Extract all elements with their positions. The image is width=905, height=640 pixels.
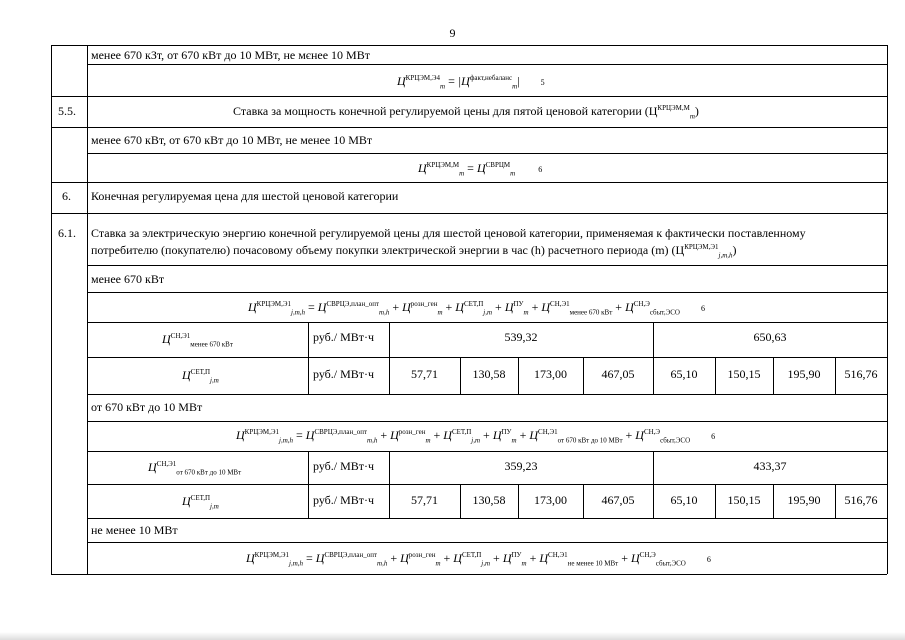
row-divider (87, 542, 887, 543)
unit-label: руб./ МВт·ч (313, 330, 375, 344)
footnote-ref: 5 (540, 78, 545, 87)
section-number: 6.1. (58, 226, 76, 240)
table-cell: 467,05 (601, 367, 635, 381)
table-cell: 130,58 (472, 493, 506, 507)
table-cell: 150,15 (727, 493, 761, 507)
formula-m: $Ц^{КРЦЭМ,М}_m = Ц^{СВРЦМ}_m$ 6 (418, 161, 543, 178)
row-divider (87, 394, 887, 395)
formula-e1: $Ц^{КРЦЭМ,Э1}_{j,m,h} = Ц^{СВРЦЭ,план\_опт}_{m,h} + Ц^{розн\_ген}_m + Ц^{СЕТ,П}_{j,m} + Ц^{ПУ}_m + Ц^{СН,Э1}_{менее 670 кВт} + Ц^{СН,Э}_{сбыт,ЭСО}$ 6 (248, 300, 705, 317)
unit-label: руб./ МВт·ч (313, 459, 375, 473)
unit-label: руб./ МВт·ч (313, 493, 375, 507)
section-number: 6. (62, 189, 71, 203)
section-heading: Конечная регулируемая цена для шестой ценовой категории (91, 189, 399, 203)
section-number: 5.5. (58, 104, 76, 118)
footnote-ref: 6 (711, 432, 716, 441)
applicability-text: менее 670 кЗт, от 670 кВт до 10 МВт, не мєнее 10 МВт (91, 48, 370, 62)
formula-e1: $Ц^{КРЦЭМ,Э1}_{j,m,h} = Ц^{СВРЦЭ,план\_опт}_{m,h} + Ц^{розн\_ген}_m + Ц^{СЕТ,П}_{j,m} + Ц^{ПУ}_m + Ц^{СН,Э1}_{не менее 10 МВт} + Ц^{СН,Э}_{сбыт,ЭСО}$ 6 (246, 551, 711, 568)
applicability-text: менее 670 кВт, от 670 кВт до 10 МВт, не менее 10 МВт (91, 133, 373, 147)
table-cell: 65,10 (670, 493, 698, 507)
footnote-ref: 6 (706, 555, 711, 564)
section-heading: Ставка за мощность конечной регулируемой цены для пятой ценовой категории $(Ц^{КРЦЭМ,М}_m)$ (233, 104, 699, 121)
table-cell: 516,76 (844, 367, 878, 381)
table-cell: 57,71 (411, 367, 438, 381)
symbol-sn-e1: $Ц^{СН,Э1}_{менее 670 кВт}$ (162, 332, 233, 349)
table-cell: 516,76 (844, 493, 878, 507)
table-cell: 195,90 (787, 367, 821, 381)
scan-edge (0, 632, 905, 640)
table-cell: 195,90 (787, 493, 821, 507)
table-cell: 150,15 (727, 367, 761, 381)
table-cell: 130,58 (472, 367, 506, 381)
table-cell: 650,63 (753, 330, 787, 344)
number-column-divider (87, 45, 88, 574)
symbol-set-p: $Ц^{СЕТ,П}_{j,m}$ (182, 368, 219, 385)
table-border-top (51, 45, 887, 46)
row-divider (87, 64, 887, 65)
row-divider (87, 265, 887, 266)
row-divider (51, 182, 887, 183)
formula-e4: $Ц^{КРЦЭМ,Э4}_m = |Ц^{факт,небаланс}_m|$ 5 (397, 74, 545, 91)
row-divider (51, 96, 887, 97)
section-text-line2: потребителю (покупателю) почасовому объему покупки электрической энергии в час (h) расчетного периода (m) $(Ц^{КРЦЭМ,Э1}_{j,m,h})$ (91, 243, 737, 260)
row-divider (87, 292, 887, 293)
group-label: не менее 10 МВт (91, 523, 178, 537)
row-divider (87, 484, 887, 485)
page-number: 9 (449, 26, 456, 40)
table-border-bottom (51, 574, 887, 575)
symbol-set-p: $Ц^{СЕТ,П}_{j,m}$ (182, 494, 219, 511)
table-cell: 359,23 (504, 459, 538, 473)
table-border-right (887, 45, 888, 574)
table-border-left (51, 45, 52, 574)
table-cell: 539,32 (504, 330, 538, 344)
footnote-ref: 6 (538, 165, 543, 174)
unit-label: руб./ МВт·ч (313, 367, 375, 381)
table-cell: 433,37 (753, 459, 787, 473)
row-divider (87, 153, 887, 154)
column-divider (308, 451, 309, 518)
column-divider (308, 322, 309, 394)
symbol-sn-e1: $Ц^{СН,Э1}_{от 670 кВт до 10 МВт}$ (148, 460, 242, 477)
table-cell: 57,71 (411, 493, 438, 507)
group-label: менее 670 кВт (91, 272, 165, 286)
section-text-line1: Ставка за электрическую энергию конечной регулируемой цены для шестой ценовой категории, применяемая к фактически поставленному (91, 226, 806, 240)
table-cell: 65,10 (670, 367, 698, 381)
row-divider (51, 213, 887, 214)
formula-e1: $Ц^{КРЦЭМ,Э1}_{j,m,h} = Ц^{СВРЦЭ,план\_опт}_{m,h} + Ц^{розн\_ген}_m + Ц^{СЕТ,П}_{j,m} + Ц^{ПУ}_m + Ц^{СН,Э1}_{от 670 кВт до 10 МВт} + Ц^{СН,Э}_{сбыт,ЭСО}$ 6 (236, 428, 716, 445)
table-cell: 173,00 (534, 493, 567, 507)
row-divider (51, 127, 887, 128)
row-divider (87, 451, 887, 452)
group-label: от 670 кВт до 10 МВт (91, 400, 203, 414)
row-divider (87, 322, 887, 323)
footnote-ref: 6 (700, 304, 705, 313)
row-divider (87, 518, 887, 519)
row-divider (87, 421, 887, 422)
table-cell: 467,05 (601, 493, 635, 507)
table-cell: 173,00 (534, 367, 567, 381)
row-divider (87, 357, 887, 358)
